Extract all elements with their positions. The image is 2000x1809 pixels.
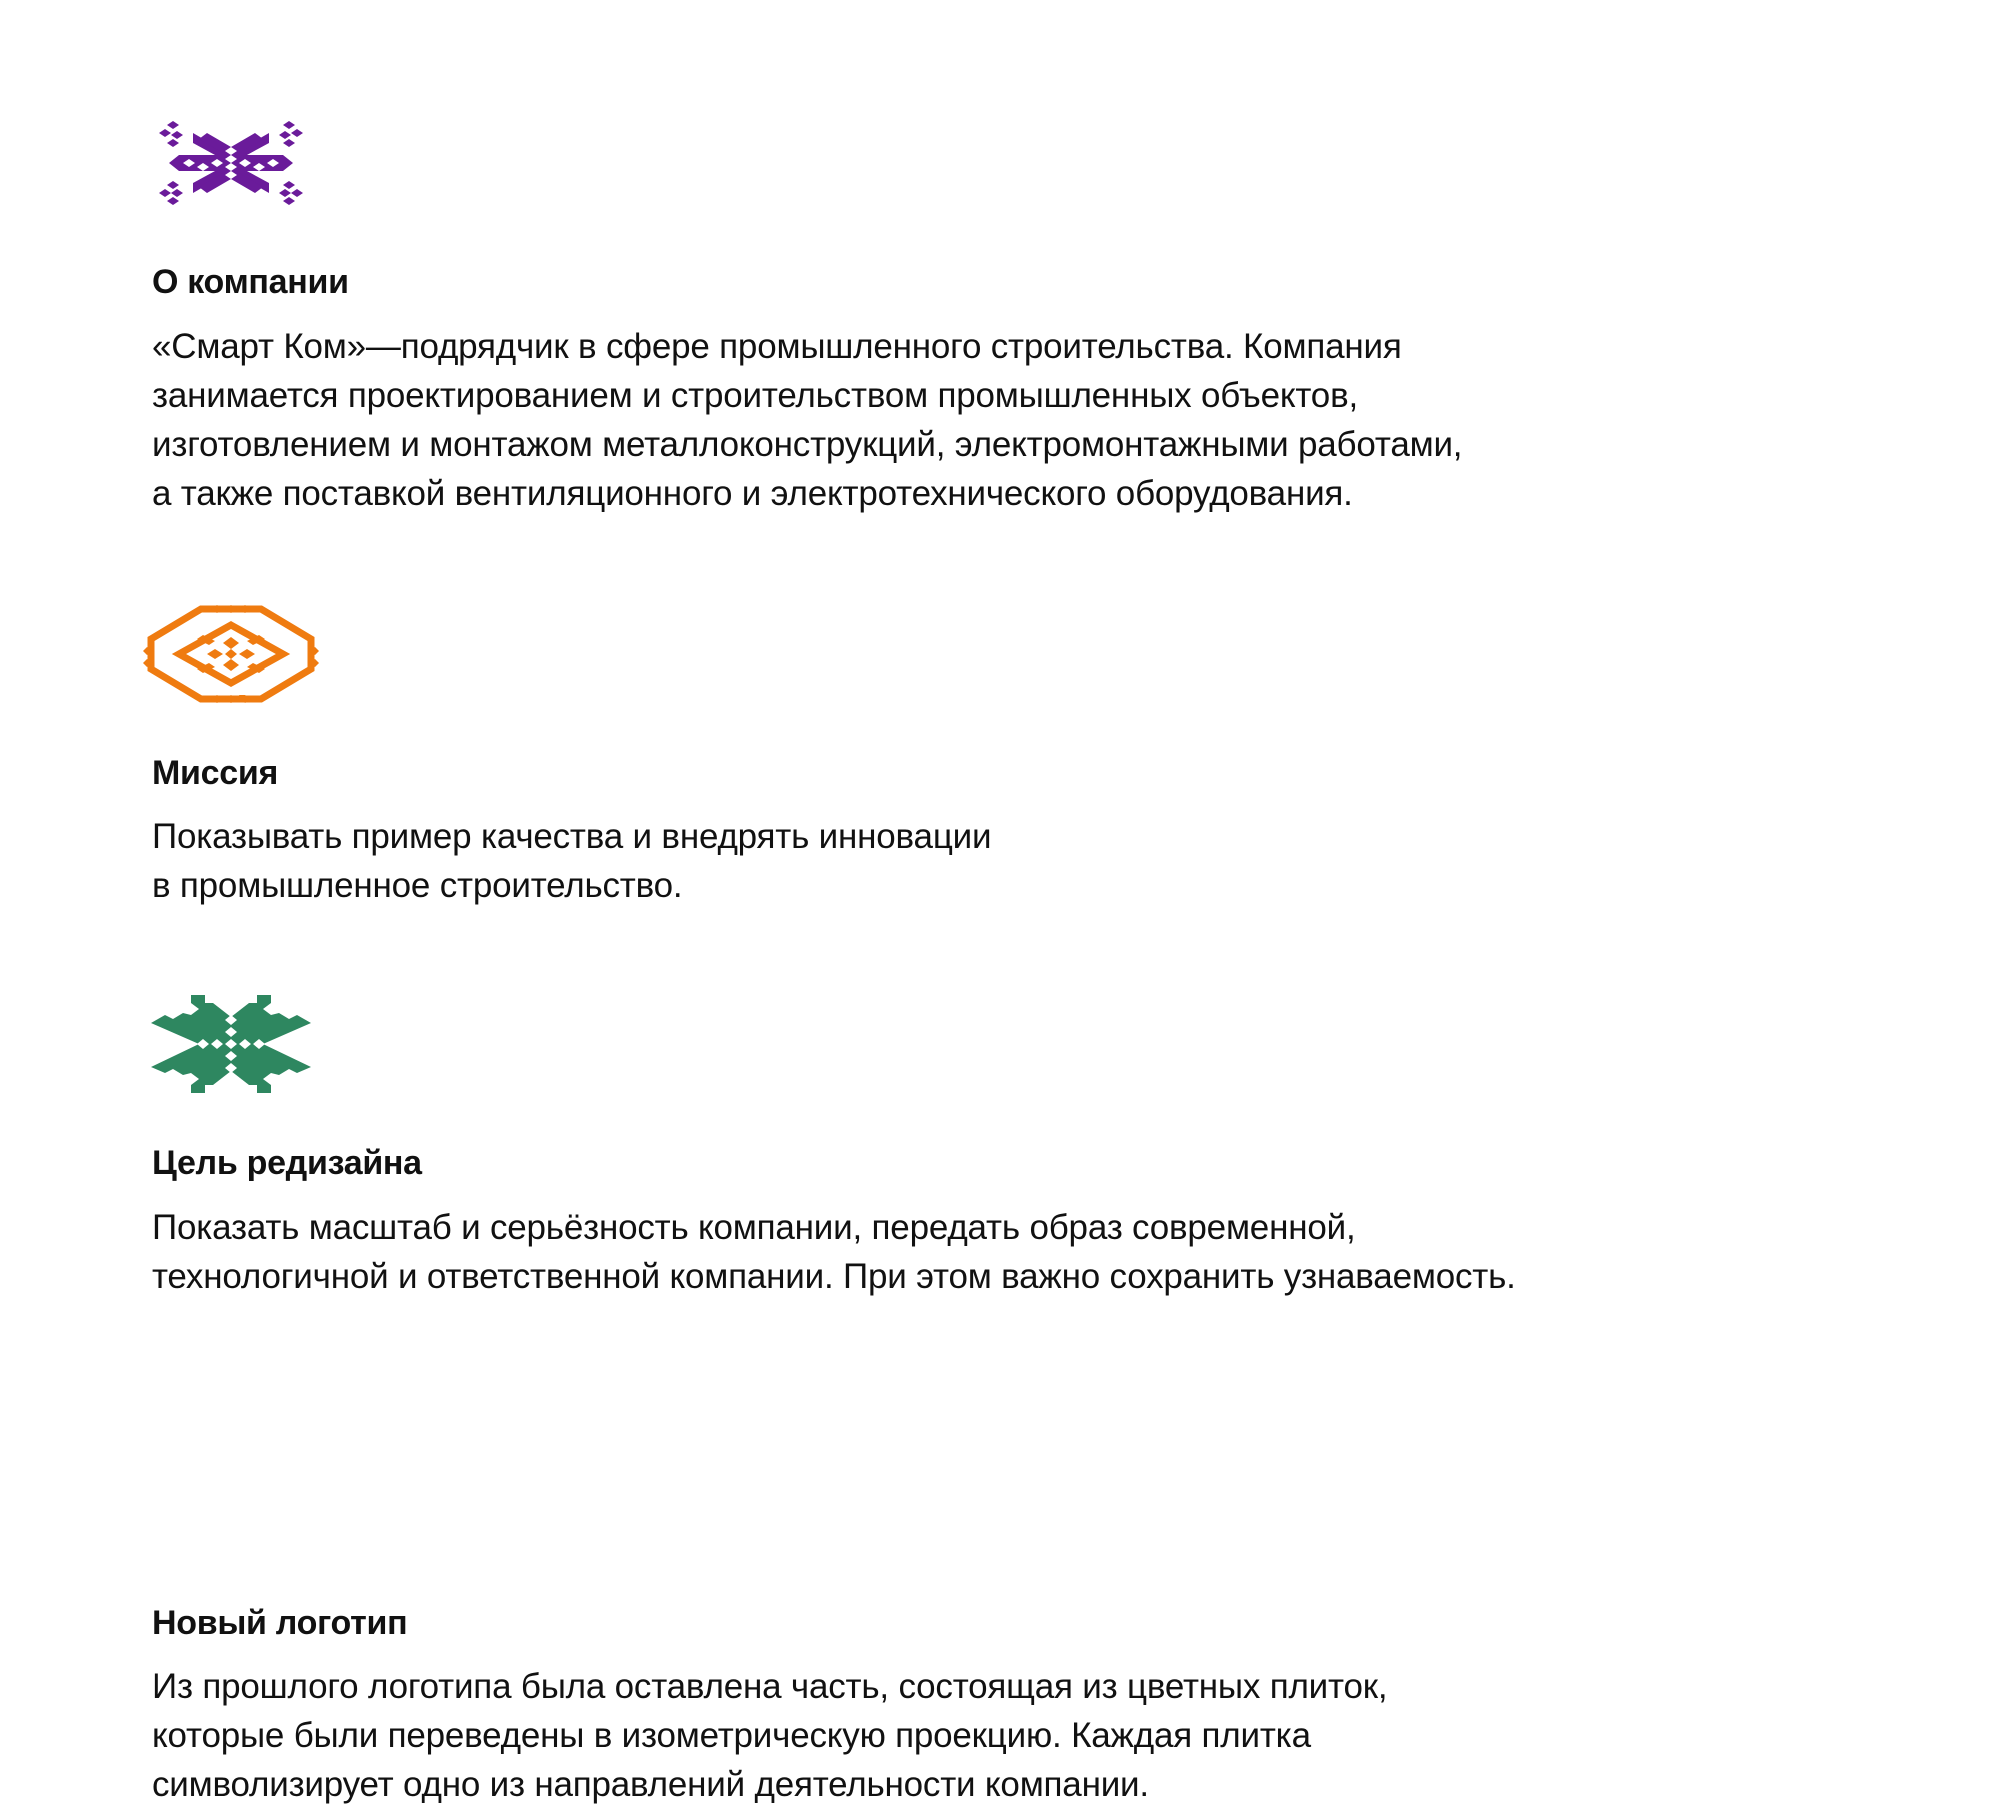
section-text-goal [152,1203,1516,1301]
orange-ornament-icon [143,603,319,705]
text-line: Показать масштаб и серьёзность компании, передать образ современной, [152,1208,1356,1247]
section-title-mission: Миссия [152,754,278,792]
section-text-new-logo [152,1662,1387,1809]
text-line: занимается проектированием и строительством промышленных объектов, [152,376,1358,415]
text-line: «Смарт Ком»—подрядчик в сфере промышленного строительства. Компания [152,327,1402,366]
text-line: которые были переведены в изометрическую проекцию. Каждая плитка [152,1716,1311,1755]
text-line: изготовлением и монтажом металлоконструкций, электромонтажными работами, [152,425,1463,464]
section-title-goal: Цель редизайна [152,1144,422,1182]
section-text-about [152,322,1462,518]
section-text-mission [152,812,991,910]
text-line: а также поставкой вентиляционного и электротехнического оборудования. [152,474,1353,513]
text-line: в промышленное строительство. [152,866,683,905]
green-ornament-icon [143,993,319,1095]
text-line: Показывать пример качества и внедрять инновации [152,817,992,856]
section-title-about: О компании [152,263,349,301]
text-line: Из прошлого логотипа была оставлена часть, состоящая из цветных плиток, [152,1667,1388,1706]
section-title-new-logo: Новый логотип [152,1604,408,1642]
text-line: технологичной и ответственной компании. При этом важно сохранить узнаваемость. [152,1257,1516,1296]
purple-ornament-icon [143,113,319,215]
text-line: символизирует одно из направлений деятельности компании. [152,1765,1149,1804]
